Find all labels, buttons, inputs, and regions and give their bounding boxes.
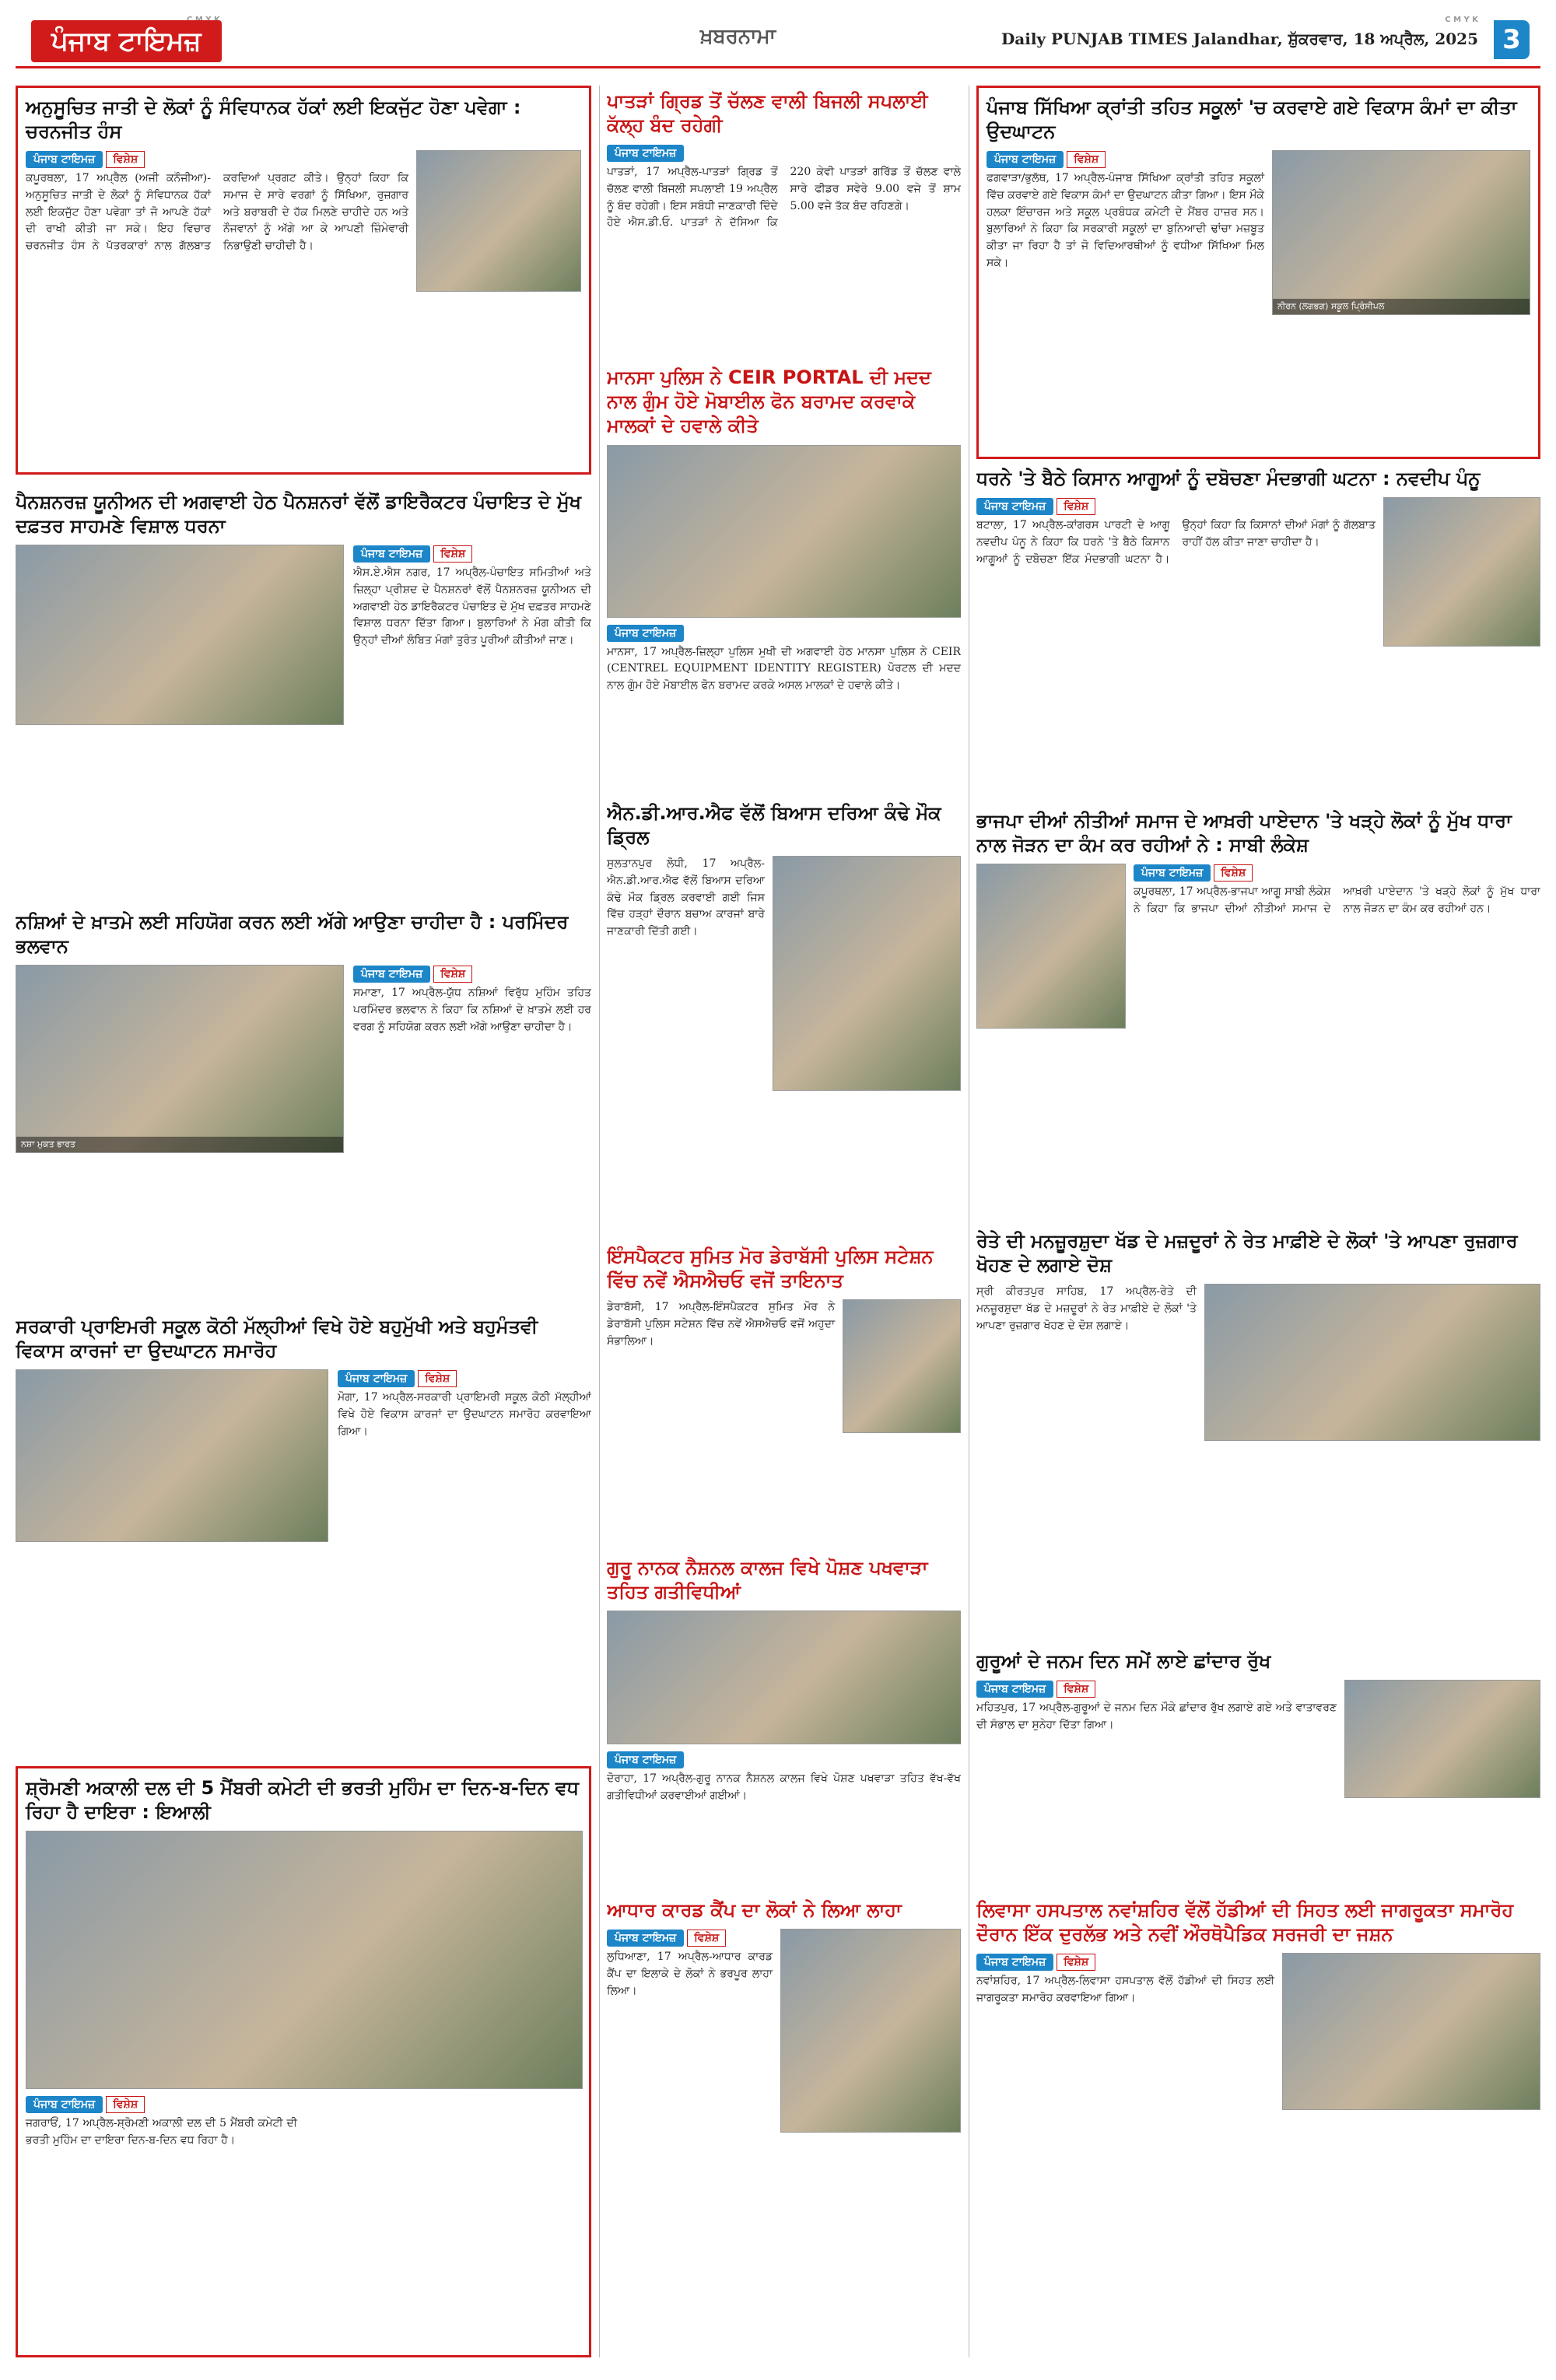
source-label: ਪੰਜਾਬ ਟਾਇਮਜ਼ [607, 625, 684, 642]
story-body: ਕਪੂਰਥਲਾ, 17 ਅਪ੍ਰੈਲ-ਭਾਜਪਾ ਆਗੂ ਸਾਬੀ ਲੰਕੇਸ਼ ਨੇ ਕਿਹਾ ਕਿ ਭਾਜਪਾ ਦੀਆਂ ਨੀਤੀਆਂ ਸਮਾਜ ਦੇ ਆਖ਼ਰੀ ਪਾਏਦਾਨ 'ਤੇ ਖੜ੍ਹੇ ਲੋਕਾਂ ਨੂੰ ਮੁੱਖ ਧਾਰਾ ਨਾਲ ਜੋੜਨ ਦਾ ਕੰਮ ਕਰ ਰਹੀਆਂ ਹਨ। [1134, 885, 1540, 916]
story-power-cut [607, 89, 961, 354]
source-tag [353, 968, 472, 980]
story-livasa-hospital [976, 1898, 1540, 2357]
column-divider [599, 86, 600, 2357]
camp-photo [780, 1929, 961, 2133]
special-label: ਵਿਸ਼ੇਸ਼ [687, 1930, 726, 1947]
source-tag [607, 147, 684, 159]
story-headline: ਐਨ.ਡੀ.ਆਰ.ਐਫ ਵੱਲੋਂ ਬਿਆਸ ਦਰਿਆ ਕੰਢੇ ਮੌਕ ਡ੍ਰਿਲ [607, 802, 941, 849]
source-tag [26, 153, 145, 166]
source-tag [607, 627, 684, 640]
story-body: ਡੇਰਾਬੱਸੀ, 17 ਅਪ੍ਰੈਲ-ਇੰਸਪੈਕਟਰ ਸੁਮਿਤ ਮੋਰ ਨੇ ਡੇਰਾਬੱਸੀ ਪੁਲਿਸ ਸਟੇਸ਼ਨ ਵਿੱਚ ਨਵੇਂ ਐਸਐਚਓ ਵਜੋਂ ਅਹੁਦਾ ਸੰਭਾਲਿਆ। [607, 1301, 835, 1348]
story-headline: ਪਾਤੜਾਂ ਗ੍ਰਿਡ ਤੋਂ ਚੱਲਣ ਵਾਲੀ ਬਿਜਲੀ ਸਪਲਾਈ ਕੱਲ੍ਹ ਬੰਦ ਰਹੇਗੀ [607, 90, 928, 137]
portrait-photo [843, 1299, 961, 1433]
special-label: ਵਿਸ਼ੇਸ਼ [106, 2096, 145, 2113]
story-farmers-dharna [976, 467, 1540, 794]
story-headline: ਰੇਤੇ ਦੀ ਮਨਜ਼ੂਰਸ਼ੁਦਾ ਖੱਡ ਦੇ ਮਜ਼ਦੂਰਾਂ ਨੇ ਰੇਤ ਮਾਫ਼ੀਏ ਦੇ ਲੋਕਾਂ 'ਤੇ ਆਪਣਾ ਰੁਜ਼ਗਾਰ ਖੋਹਣ ਦੇ ਲਗਾਏ ਦੋਸ਼ [976, 1230, 1518, 1277]
story-headline: ਪੰਜਾਬ ਸਿੱਖਿਆ ਕ੍ਰਾਂਤੀ ਤਹਿਤ ਸਕੂਲਾਂ 'ਚ ਕਰਵਾਏ ਗਏ ਵਿਕਾਸ ਕੰਮਾਂ ਦਾ ਕੀਤਾ ਉਦਘਾਟਨ [987, 96, 1517, 143]
story-tree-plantation [976, 1649, 1540, 1883]
story-body: ਮੋਗਾ, 17 ਅਪ੍ਰੈਲ-ਸਰਕਾਰੀ ਪ੍ਰਾਇਮਰੀ ਸਕੂਲ ਕੋਠੀ ਮੱਲ੍ਹੀਆਂ ਵਿਖੇ ਹੋਏ ਵਿਕਾਸ ਕਾਰਜਾਂ ਦਾ ਉਦਘਾਟਨ ਸਮਾਰੋਹ ਕਰਵਾਇਆ ਗਿਆ। [338, 1391, 591, 1438]
special-label: ਵਿਸ਼ੇਸ਼ [1067, 151, 1106, 168]
story-body: ਸ੍ਰੀ ਕੀਰਤਪੁਰ ਸਾਹਿਬ, 17 ਅਪ੍ਰੈਲ-ਰੇਤੇ ਦੀ ਮਨਜ਼ੂਰਸ਼ੁਦਾ ਖੱਡ ਦੇ ਮਜ਼ਦੂਰਾਂ ਨੇ ਰੇਤ ਮਾਫ਼ੀਏ ਦੇ ਲੋਕਾਂ 'ਤੇ ਆਪਣਾ ਰੁਜ਼ਗਾਰ ਖੋਹਣ ਦੇ ਦੋਸ਼ ਲਗਾਏ। [976, 1285, 1197, 1332]
source-label: ਪੰਜਾਬ ਟਾਇਮਜ਼ [338, 1370, 415, 1387]
story-school-inauguration [976, 86, 1540, 459]
source-tag [976, 1956, 1095, 1968]
source-tag [1134, 867, 1253, 879]
workers-photo [1204, 1284, 1540, 1441]
source-label: ਪੰਜਾਬ ਟਾਇਮਜ਼ [987, 151, 1064, 168]
story-headline: ਲਿਵਾਸਾ ਹਸਪਤਾਲ ਨਵਾਂਸ਼ਹਿਰ ਵੱਲੋਂ ਹੱਡੀਆਂ ਦੀ ਸਿਹਤ ਲਈ ਜਾਗਰੂਕਤਾ ਸਮਾਰੋਹ ਦੌਰਾਨ ਇੱਕ ਦੁਰਲੱਭ ਅਤੇ ਨਵੀਂ ਔਰਥੋਪੈਡਿਕ ਸਰਜਰੀ ਦਾ ਜਸ਼ਨ [976, 1899, 1514, 1946]
story-headline: ਆਧਾਰ ਕਾਰਡ ਕੈਂਪ ਦਾ ਲੋਕਾਂ ਨੇ ਲਿਆ ਲਾਹਾ [607, 1899, 902, 1921]
cmyk-marker-right: C M Y K [1445, 16, 1478, 24]
portrait-photo [976, 864, 1126, 1029]
story-headline: ਭਾਜਪਾ ਦੀਆਂ ਨੀਤੀਆਂ ਸਮਾਜ ਦੇ ਆਖ਼ਰੀ ਪਾਏਦਾਨ 'ਤੇ ਖੜ੍ਹੇ ਲੋਕਾਂ ਨੂੰ ਮੁੱਖ ਧਾਰਾ ਨਾਲ ਜੋੜਨ ਦਾ ਕੰਮ ਕਰ ਰਹੀਆਂ ਨੇ : ਸਾਬੀ ਲੰਕੇਸ਼ [976, 810, 1512, 857]
source-label: ਪੰਜਾਬ ਟਾਇਮਜ਼ [607, 1751, 684, 1768]
source-label: ਪੰਜਾਬ ਟਾਇਮਜ਼ [353, 545, 430, 563]
story-body: ਫਗਵਾੜਾ/ਭੁਲੱਥ, 17 ਅਪ੍ਰੈਲ-ਪੰਜਾਬ ਸਿੱਖਿਆ ਕ੍ਰਾਂਤੀ ਤਹਿਤ ਸਕੂਲਾਂ ਵਿੱਚ ਕਰਵਾਏ ਗਏ ਵਿਕਾਸ ਕੰਮਾਂ ਦਾ ਉਦਘਾਟਨ ਕੀਤਾ ਗਿਆ। ਇਸ ਮੌਕੇ ਹਲਕਾ ਇੰਚਾਰਜ ਅਤੇ ਸਕੂਲ ਪ੍ਰਬੰਧਕ ਕਮੇਟੀ ਦੇ ਮੈਂਬਰ ਹਾਜ਼ਰ ਸਨ। ਬੁਲਾਰਿਆਂ ਨੇ ਕਿਹਾ ਕਿ ਸਰਕਾਰੀ ਸਕੂਲਾਂ ਦਾ ਬੁਨਿਆਦੀ ਢਾਂਚਾ ਮਜ਼ਬੂਤ ਕੀਤਾ ਜਾ ਰਿਹਾ ਹੈ ਤਾਂ ਜੋ ਵਿਦਿਆਰਥੀਆਂ ਨੂੰ ਵਧੀਆ ਸਿੱਖਿਆ ਮਿਲ ਸਕੇ। [987, 172, 1264, 269]
source-tag [607, 1932, 726, 1944]
story-body: ਦੋਰਾਹਾ, 17 ਅਪ੍ਰੈਲ-ਗੁਰੂ ਨਾਨਕ ਨੈਸ਼ਨਲ ਕਾਲਜ ਵਿਖੇ ਪੋਸ਼ਣ ਪਖਵਾੜਾ ਤਹਿਤ ਵੱਖ-ਵੱਖ ਗਤੀਵਿਧੀਆਂ ਕਰਵਾਈਆਂ ਗਈਆਂ। [607, 1772, 961, 1803]
story-headline: ਧਰਨੇ 'ਤੇ ਬੈਠੇ ਕਿਸਾਨ ਆਗੂਆਂ ਨੂੰ ਦਬੋਚਣਾ ਮੰਦਭਾਗੀ ਘਟਨਾ : ਨਵਦੀਪ ਪੰਨੂ [976, 468, 1481, 489]
special-label: ਵਿਸ਼ੇਸ਼ [1057, 498, 1095, 515]
story-ndrf-drill [607, 801, 961, 1237]
story-sc-rights [16, 86, 591, 475]
story-aadhaar-camp [607, 1898, 961, 2357]
source-label: ਪੰਜਾਬ ਟਾਇਮਜ਼ [26, 2096, 103, 2113]
photo-caption: ਨਸ਼ਾ ਮੁਕਤ ਭਾਰਤ [16, 1137, 343, 1152]
story-college-nutrition [607, 1556, 961, 1883]
section-title: ਖ਼ਬਰਨਾਮਾ [700, 25, 776, 48]
plantation-photo [1344, 1680, 1540, 1798]
special-label: ਵਿਸ਼ੇਸ਼ [1057, 1681, 1095, 1698]
source-tag [26, 2098, 145, 2111]
source-tag [987, 153, 1106, 166]
special-label: ਵਿਸ਼ੇਸ਼ [1214, 864, 1253, 882]
source-tag [353, 548, 472, 560]
story-body: ਪਾਤੜਾਂ, 17 ਅਪ੍ਰੈਲ-ਪਾਤੜਾਂ ਗ੍ਰਿਡ ਤੋਂ ਚੱਲਣ ਵਾਲੀ ਬਿਜਲੀ ਸਪਲਾਈ 19 ਅਪ੍ਰੈਲ ਨੂੰ ਬੰਦ ਰਹੇਗੀ। ਇਸ ਸਬੰਧੀ ਜਾਣਕਾਰੀ ਦਿੰਦੇ ਹੋਏ ਐਸ.ਡੀ.ਓ. ਪਾਤੜਾਂ ਨੇ ਦੱਸਿਆ ਕਿ 220 ਕੇਵੀ ਪਾਤੜਾਂ ਗਰਿੱਡ ਤੋਂ ਚੱਲਣ ਵਾਲੇ ਸਾਰੇ ਫੀਡਰ ਸਵੇਰੇ 9.00 ਵਜੇ ਤੋਂ ਸ਼ਾਮ 5.00 ਵਜੇ ਤੱਕ ਬੰਦ ਰਹਿਣਗੇ। [607, 166, 961, 230]
story-primary-school [16, 1315, 591, 1751]
portrait-photo [1383, 497, 1540, 647]
protest-photo [16, 545, 344, 725]
story-body: ਕਪੂਰਥਲਾ, 17 ਅਪ੍ਰੈਲ (ਅਜੀ ਕਨੌਜੀਆ)-ਅਨੁਸੂਚਿਤ ਜਾਤੀ ਦੇ ਲੋਕਾਂ ਨੂੰ ਸੰਵਿਧਾਨਕ ਹੱਕਾਂ ਲਈ ਇਕਜੁੱਟ ਹੋਣਾ ਪਵੇਗਾ ਤਾਂ ਜੋ ਆਪਣੇ ਹੱਕਾਂ ਦੀ ਰਾਖੀ ਕੀਤੀ ਜਾ ਸਕੇ। ਇਹ ਵਿਚਾਰ ਚਰਨਜੀਤ ਹੰਸ ਨੇ ਪੱਤਰਕਾਰਾਂ ਨਾਲ ਗੱਲਬਾਤ ਕਰਦਿਆਂ ਪ੍ਰਗਟ ਕੀਤੇ। ਉਨ੍ਹਾਂ ਕਿਹਾ ਕਿ ਸਮਾਜ ਦੇ ਸਾਰੇ ਵਰਗਾਂ ਨੂੰ ਸਿੱਖਿਆ, ਰੁਜ਼ਗਾਰ ਅਤੇ ਬਰਾਬਰੀ ਦੇ ਹੱਕ ਮਿਲਣੇ ਚਾਹੀਦੇ ਹਨ ਅਤੇ ਨੌਜਵਾਨਾਂ ਨੂੰ ਅੱਗੇ ਆ ਕੇ ਆਪਣੀ ਜ਼ਿੰਮੇਵਾਰੀ ਨਿਭਾਉਣੀ ਚਾਹੀਦੀ ਹੈ। [26, 172, 408, 253]
source-label: ਪੰਜਾਬ ਟਾਇਮਜ਼ [26, 151, 103, 168]
campaign-photo [16, 965, 344, 1153]
special-label: ਵਿਸ਼ੇਸ਼ [433, 545, 472, 563]
story-headline: ਗੁਰੂ ਨਾਨਕ ਨੈਸ਼ਨਲ ਕਾਲਜ ਵਿਖੇ ਪੋਸ਼ਣ ਪਖਵਾੜਾ ਤਹਿਤ ਗਤੀਵਿਧੀਆਂ [607, 1557, 928, 1604]
story-headline: ਗੁਰੂਆਂ ਦੇ ਜਨਮ ਦਿਨ ਸਮੇਂ ਲਾਏ ਛਾਂਦਾਰ ਰੁੱਖ [976, 1650, 1271, 1672]
source-label: ਪੰਜਾਬ ਟਾਇਮਜ਼ [976, 1681, 1053, 1698]
portrait-photo [416, 150, 581, 292]
police-photo [607, 445, 961, 618]
story-body: ਜਗਰਾਓਂ, 17 ਅਪ੍ਰੈਲ-ਸ਼੍ਰੋਮਣੀ ਅਕਾਲੀ ਦਲ ਦੀ 5 ਮੈਂਬਰੀ ਕਮੇਟੀ ਦੀ ਭਰਤੀ ਮੁਹਿੰਮ ਦਾ ਦਾਇਰਾ ਦਿਨ-ਬ-ਦਿਨ ਵਧ ਰਿਹਾ ਹੈ। [26, 2117, 297, 2147]
story-body: ਮਹਿਤਪੁਰ, 17 ਅਪ੍ਰੈਲ-ਗੁਰੂਆਂ ਦੇ ਜਨਮ ਦਿਨ ਮੌਕੇ ਛਾਂਦਾਰ ਰੁੱਖ ਲਗਾਏ ਗਏ ਅਤੇ ਵਾਤਾਵਰਣ ਦੀ ਸੰਭਾਲ ਦਾ ਸੁਨੇਹਾ ਦਿੱਤਾ ਗਿਆ। [976, 1702, 1337, 1731]
special-label: ਵਿਸ਼ੇਸ਼ [106, 151, 145, 168]
hospital-photo [1282, 1953, 1540, 2110]
source-label: ਪੰਜਾਬ ਟਾਇਮਜ਼ [607, 145, 684, 162]
story-body: ਨਵਾਂਸ਼ਹਿਰ, 17 ਅਪ੍ਰੈਲ-ਲਿਵਾਸਾ ਹਸਪਤਾਲ ਵੱਲੋਂ ਹੱਡੀਆਂ ਦੀ ਸਿਹਤ ਲਈ ਜਾਗਰੂਕਤਾ ਸਮਾਰੋਹ ਕਰਵਾਇਆ ਗਿਆ। [976, 1975, 1274, 2005]
event-photo [1272, 150, 1530, 315]
source-tag [976, 500, 1095, 513]
drill-photo [773, 856, 961, 1091]
page-number: 3 [1494, 20, 1530, 59]
story-headline: ਸ਼੍ਰੋਮਣੀ ਅਕਾਲੀ ਦਲ ਦੀ 5 ਮੈਂਬਰੀ ਕਮੇਟੀ ਦੀ ਭਰਤੀ ਮੁਹਿੰਮ ਦਾ ਦਿਨ-ਬ-ਦਿਨ ਵਧ ਰਿਹਾ ਹੈ ਦਾਇਰਾ : ਇਆਲੀ [26, 1777, 580, 1824]
source-label: ਪੰਜਾਬ ਟਾਇਮਜ਼ [976, 498, 1053, 515]
source-label: ਪੰਜਾਬ ਟਾਇਮਜ਼ [976, 1954, 1053, 1971]
story-headline: ਅਨੁਸੂਚਿਤ ਜਾਤੀ ਦੇ ਲੋਕਾਂ ਨੂੰ ਸੰਵਿਧਾਨਕ ਹੱਕਾਂ ਲਈ ਇਕਜੁੱਟ ਹੋਣਾ ਪਵੇਗਾ : ਚਰਨਜੀਤ ਹੰਸ [26, 96, 521, 143]
story-body: ਲੁਧਿਆਣਾ, 17 ਅਪ੍ਰੈਲ-ਆਧਾਰ ਕਾਰਡ ਕੈਂਪ ਦਾ ਇਲਾਕੇ ਦੇ ਲੋਕਾਂ ਨੇ ਭਰਪੂਰ ਲਾਹਾ ਲਿਆ। [607, 1951, 773, 1997]
story-headline: ਇੰਸਪੈਕਟਰ ਸੁਮਿਤ ਮੋਰ ਡੇਰਾਬੱਸੀ ਪੁਲਿਸ ਸਟੇਸ਼ਨ ਵਿੱਚ ਨਵੇਂ ਐਸਐਚਓ ਵਜੋਂ ਤਾਇਨਾਤ [607, 1246, 934, 1292]
story-sand-mining [976, 1229, 1540, 1634]
story-body: ਮਾਨਸਾ, 17 ਅਪ੍ਰੈਲ-ਜ਼ਿਲ੍ਹਾ ਪੁਲਿਸ ਮੁਖੀ ਦੀ ਅਗਵਾਈ ਹੇਠ ਮਾਨਸਾ ਪੁਲਿਸ ਨੇ CEIR (CENTREL EQUIPMENT IDENTITY REGISTER) ਪੋਰਟਲ ਦੀ ਮਦਦ ਨਾਲ ਗੁੰਮ ਹੋਏ ਮੋਬਾਈਲ ਫੋਨ ਬਰਾਮਦ ਕਰਕੇ ਅਸਲ ਮਾਲਕਾਂ ਦੇ ਹਵਾਲੇ ਕੀਤੇ। [607, 645, 961, 692]
story-body: ਸਮਾਣਾ, 17 ਅਪ੍ਰੈਲ-ਯੁੱਧ ਨਸ਼ਿਆਂ ਵਿਰੁੱਧ ਮੁਹਿੰਮ ਤਹਿਤ ਪਰਮਿੰਦਰ ਭਲਵਾਨ ਨੇ ਕਿਹਾ ਕਿ ਨਸ਼ਿਆਂ ਦੇ ਖ਼ਾਤਮੇ ਲਈ ਹਰ ਵਰਗ ਨੂੰ ਸਹਿਯੋਗ ਕਰਨ ਲਈ ਅੱਗੇ ਆਉਣਾ ਚਾਹੀਦਾ ਹੈ। [353, 987, 591, 1033]
story-headline: ਮਾਨਸਾ ਪੁਲਿਸ ਨੇ CEIR PORTAL ਦੀ ਮਦਦ ਨਾਲ ਗੁੰਮ ਹੋਏ ਮੋਬਾਈਲ ਫੋਨ ਬਰਾਮਦ ਕਰਵਾਕੇ ਮਾਲਕਾਂ ਦੇ ਹਵਾਲੇ ਕੀਤੇ [607, 366, 931, 437]
story-anti-drug [16, 910, 591, 1299]
special-label: ਵਿਸ਼ੇਸ਼ [418, 1370, 457, 1387]
story-headline: ਸਰਕਾਰੀ ਪ੍ਰਾਇਮਰੀ ਸਕੂਲ ਕੋਠੀ ਮੱਲ੍ਹੀਆਂ ਵਿਖੇ ਹੋਏ ਬਹੁਮੁੱਖੀ ਅਤੇ ਬਹੁਮੰਤਵੀ ਵਿਕਾਸ ਕਾਰਜਾਂ ਦਾ ਉਦਘਾਟਨ ਸਮਾਰੋਹ [16, 1316, 538, 1362]
photo-caption: ਨੀਰਨ (ਲਗਭਗ) ਸਕੂਲ ਪ੍ਰਿੰਸੀਪਲ [1273, 299, 1530, 314]
source-label: ਪੰਜਾਬ ਟਾਇਮਜ਼ [353, 966, 430, 983]
story-headline: ਪੈਨਸ਼ਨਰਜ਼ ਯੂਨੀਅਨ ਦੀ ਅਗਵਾਈ ਹੇਠ ਪੈਨਸ਼ਨਰਾਂ ਵੱਲੋਂ ਡਾਇਰੈਕਟਰ ਪੰਚਾਇਤ ਦੇ ਮੁੱਖ ਦਫ਼ਤਰ ਸਾਹਮਣੇ ਵਿਸ਼ਾਲ ਧਰਨਾ [16, 491, 581, 538]
story-inspector-sho [607, 1245, 961, 1541]
story-body: ਸੁਲਤਾਨਪੁਰ ਲੋਧੀ, 17 ਅਪ੍ਰੈਲ-ਐਨ.ਡੀ.ਆਰ.ਐਫ ਵੱਲੋਂ ਬਿਆਸ ਦਰਿਆ ਕੰਢੇ ਮੌਕ ਡ੍ਰਿਲ ਕਰਵਾਈ ਗਈ ਜਿਸ ਵਿੱਚ ਹੜ੍ਹਾਂ ਦੌਰਾਨ ਬਚਾਅ ਕਾਰਜਾਂ ਬਾਰੇ ਜਾਣਕਾਰੀ ਦਿੱਤੀ ਗਈ। [607, 857, 765, 938]
special-label: ਵਿਸ਼ੇਸ਼ [433, 966, 472, 983]
story-body: ਬਟਾਲਾ, 17 ਅਪ੍ਰੈਲ-ਕਾਂਗਰਸ ਪਾਰਟੀ ਦੇ ਆਗੂ ਨਵਦੀਪ ਪੰਨੂ ਨੇ ਕਿਹਾ ਕਿ ਧਰਨੇ 'ਤੇ ਬੈਠੇ ਕਿਸਾਨ ਆਗੂਆਂ ਨੂੰ ਦਬੋਚਣਾ ਇੱਕ ਮੰਦਭਾਗੀ ਘਟਨਾ ਹੈ। ਉਨ੍ਹਾਂ ਕਿਹਾ ਕਿ ਕਿਸਾਨਾਂ ਦੀਆਂ ਮੰਗਾਂ ਨੂੰ ਗੱਲਬਾਤ ਰਾਹੀਂ ਹੱਲ ਕੀਤਾ ਜਾਣਾ ਚਾਹੀਦਾ ਹੈ। [976, 519, 1376, 566]
school-photo [16, 1369, 328, 1542]
story-body: ਐਸ.ਏ.ਐਸ ਨਗਰ, 17 ਅਪ੍ਰੈਲ-ਪੰਚਾਇਤ ਸਮਿਤੀਆਂ ਅਤੇ ਜ਼ਿਲ੍ਹਾ ਪ੍ਰੀਸ਼ਦ ਦੇ ਪੈਨਸ਼ਨਰਾਂ ਵੱਲੋਂ ਪੈਨਸ਼ਨਰਜ਼ ਯੂਨੀਅਨ ਦੀ ਅਗਵਾਈ ਹੇਠ ਡਾਇਰੈਕਟਰ ਪੰਚਾਇਤ ਦੇ ਮੁੱਖ ਦਫ਼ਤਰ ਸਾਹਮਣੇ ਵਿਸ਼ਾਲ ਧਰਨਾ ਦਿੱਤਾ ਗਿਆ। ਬੁਲਾਰਿਆਂ ਨੇ ਮੰਗ ਕੀਤੀ ਕਿ ਉਨ੍ਹਾਂ ਦੀਆਂ ਲੰਬਿਤ ਮੰਗਾਂ ਤੁਰੰਤ ਪੂਰੀਆਂ ਕੀਤੀਆਂ ਜਾਣ। [353, 566, 591, 647]
story-bjp-policies [976, 809, 1540, 1214]
source-tag [607, 1754, 684, 1766]
source-label: ਪੰਜਾਬ ਟਾਇਮਜ਼ [607, 1930, 684, 1947]
special-label: ਵਿਸ਼ੇਸ਼ [1057, 1954, 1095, 1971]
newspaper-logo: ਪੰਜਾਬ ਟਾਇਮਜ਼ [31, 20, 222, 62]
story-ceir-portal [607, 366, 961, 786]
story-pensioners-protest [16, 490, 591, 895]
source-tag [338, 1372, 457, 1385]
meeting-photo [26, 1831, 583, 2089]
source-label: ਪੰਜਾਬ ਟਾਇਮਜ਼ [1134, 864, 1211, 882]
dateline: Daily PUNJAB TIMES Jalandhar, ਸ਼ੁੱਕਰਵਾਰ, 18 ਅਪ੍ਰੈਲ, 2025 [1001, 30, 1478, 48]
story-headline: ਨਸ਼ਿਆਂ ਦੇ ਖ਼ਾਤਮੇ ਲਈ ਸਹਿਯੋਗ ਕਰਨ ਲਈ ਅੱਗੇ ਆਉਣਾ ਚਾਹੀਦਾ ਹੈ : ਪਰਮਿੰਦਰ ਭਲਵਾਨ [16, 911, 569, 958]
story-akali-dal [16, 1766, 591, 2357]
college-photo [607, 1611, 961, 1744]
source-tag [976, 1683, 1095, 1695]
masthead [16, 14, 1540, 68]
